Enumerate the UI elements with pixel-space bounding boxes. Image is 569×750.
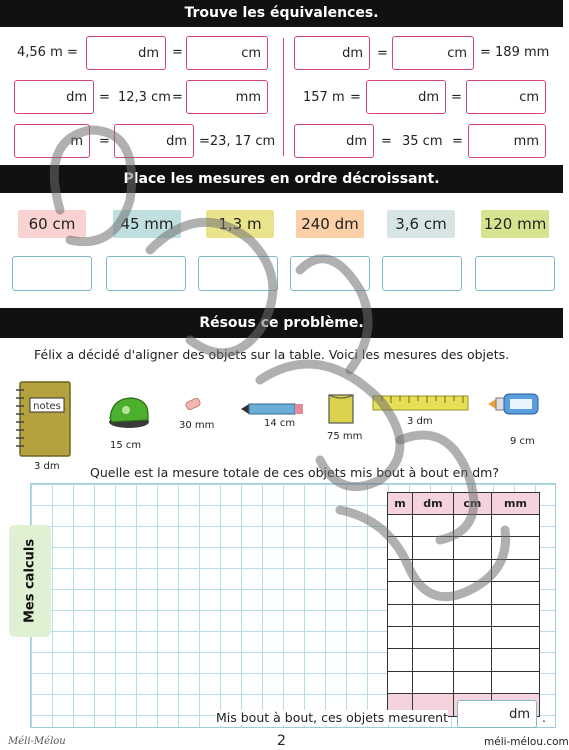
pencil-icon <box>241 402 305 416</box>
table-row <box>388 537 540 559</box>
unit-label: mm <box>235 89 261 105</box>
eraser-icon <box>184 396 204 412</box>
table-row <box>388 671 540 693</box>
table-header-cm: cm <box>453 493 491 515</box>
equals-sign: = <box>451 90 462 105</box>
measure-chip: 60 cm <box>18 210 86 238</box>
equals-sign: = <box>172 90 183 105</box>
measure-chip: 45 mm <box>113 210 181 238</box>
answer-box[interactable] <box>186 36 268 70</box>
answer-box[interactable] <box>466 80 546 114</box>
answer-box[interactable] <box>86 36 166 70</box>
prefix-value: 157 m <box>303 90 345 105</box>
table-row <box>388 604 540 626</box>
equals-sign: = <box>452 134 463 149</box>
answer-box[interactable] <box>294 124 374 158</box>
section-divider <box>283 38 284 156</box>
table-row <box>388 626 540 648</box>
given-value: 35 cm <box>402 134 443 149</box>
object-label: 3 dm <box>34 461 60 472</box>
measure-chip: 240 dm <box>296 210 364 238</box>
order-answer-box[interactable] <box>290 256 370 291</box>
answer-box[interactable] <box>392 36 474 70</box>
answer-box[interactable] <box>294 36 370 70</box>
final-answer-box[interactable] <box>457 700 537 728</box>
unit-label: dm <box>138 45 159 61</box>
order-answer-box[interactable] <box>475 256 555 291</box>
equals-sign: = <box>99 90 110 105</box>
measure-chip: 1,3 m <box>206 210 274 238</box>
calc-label: Mes calculs <box>22 538 38 624</box>
notebook-label: notes <box>33 401 61 412</box>
equals-sign: = <box>381 134 392 149</box>
section-title-equivalences: Trouve les équivalences. <box>0 0 563 27</box>
table-row <box>388 649 540 671</box>
unit-label: dm <box>342 45 363 61</box>
problem-question: Quelle est la mesure totale de ces objets mis bout à bout en dm? <box>90 465 499 480</box>
object-label: 15 cm <box>110 440 142 451</box>
order-answer-box[interactable] <box>106 256 186 291</box>
equals-sign: = <box>99 134 110 149</box>
section-title-order: Place les mesures en ordre décroissant. <box>0 165 563 193</box>
measure-chip: 120 mm <box>481 210 549 238</box>
measure-chip: 3,6 cm <box>387 210 455 238</box>
website-link[interactable]: méli-mélou.com <box>484 736 569 748</box>
answer-box[interactable] <box>114 124 194 158</box>
conversion-table <box>387 492 540 717</box>
page-number: 2 <box>277 733 286 749</box>
problem-intro: Félix a décidé d'aligner des objets sur la table. Voici les mesures des objets. <box>34 347 510 362</box>
answer-box[interactable] <box>468 124 546 158</box>
object-label: 75 mm <box>327 431 363 442</box>
table-header-dm: dm <box>413 493 454 515</box>
given-value: = 189 mm <box>480 45 550 60</box>
equals-sign: = <box>172 45 183 60</box>
stapler-icon <box>106 392 152 432</box>
notebook-icon <box>14 380 74 460</box>
unit-label: cm <box>241 45 261 61</box>
unit-label: dm <box>346 133 367 149</box>
answer-box[interactable] <box>14 80 94 114</box>
answer-box[interactable] <box>14 124 90 158</box>
equals-sign: = <box>67 45 78 60</box>
footer-logo <box>6 731 66 749</box>
answer-box[interactable] <box>366 80 446 114</box>
unit-label: dm <box>166 133 187 149</box>
given-value: =23, 17 cm <box>199 134 276 149</box>
object-label: 30 mm <box>179 420 215 431</box>
prefix-value: 4,56 m <box>17 45 63 60</box>
given-value: 12,3 cm <box>118 90 171 105</box>
table-row <box>388 515 540 537</box>
object-label: 14 cm <box>264 418 296 429</box>
equals-sign: = <box>377 46 388 61</box>
answer-end: . <box>542 710 546 725</box>
table-row <box>388 559 540 581</box>
unit-label: m <box>70 133 83 149</box>
object-label: 9 cm <box>510 436 535 447</box>
answer-prefix: Mis bout à bout, ces objets mesurent <box>216 710 448 725</box>
tape-roll-icon <box>327 393 355 427</box>
unit-label: dm <box>66 89 87 105</box>
order-answer-box[interactable] <box>382 256 462 291</box>
unit-label: cm <box>447 45 467 61</box>
answer-box[interactable] <box>186 80 268 114</box>
glue-bottle-icon <box>486 390 542 418</box>
table-header-m: m <box>388 493 413 515</box>
table-row <box>388 582 540 604</box>
section-title-problem: Résous ce problème. <box>0 308 563 338</box>
calc-label-tab <box>9 525 51 637</box>
svg-text:Méli-Mélou: Méli-Mélou <box>8 736 66 747</box>
order-answer-box[interactable] <box>198 256 278 291</box>
unit-label: mm <box>513 133 539 149</box>
object-label: 3 dm <box>407 416 433 427</box>
table-header-mm: mm <box>491 493 539 515</box>
order-answer-box[interactable] <box>12 256 92 291</box>
unit-label: cm <box>519 89 539 105</box>
equals-sign: = <box>350 90 361 105</box>
unit-label: dm <box>418 89 439 105</box>
ruler-icon <box>372 394 470 412</box>
unit-label: dm <box>509 706 530 722</box>
